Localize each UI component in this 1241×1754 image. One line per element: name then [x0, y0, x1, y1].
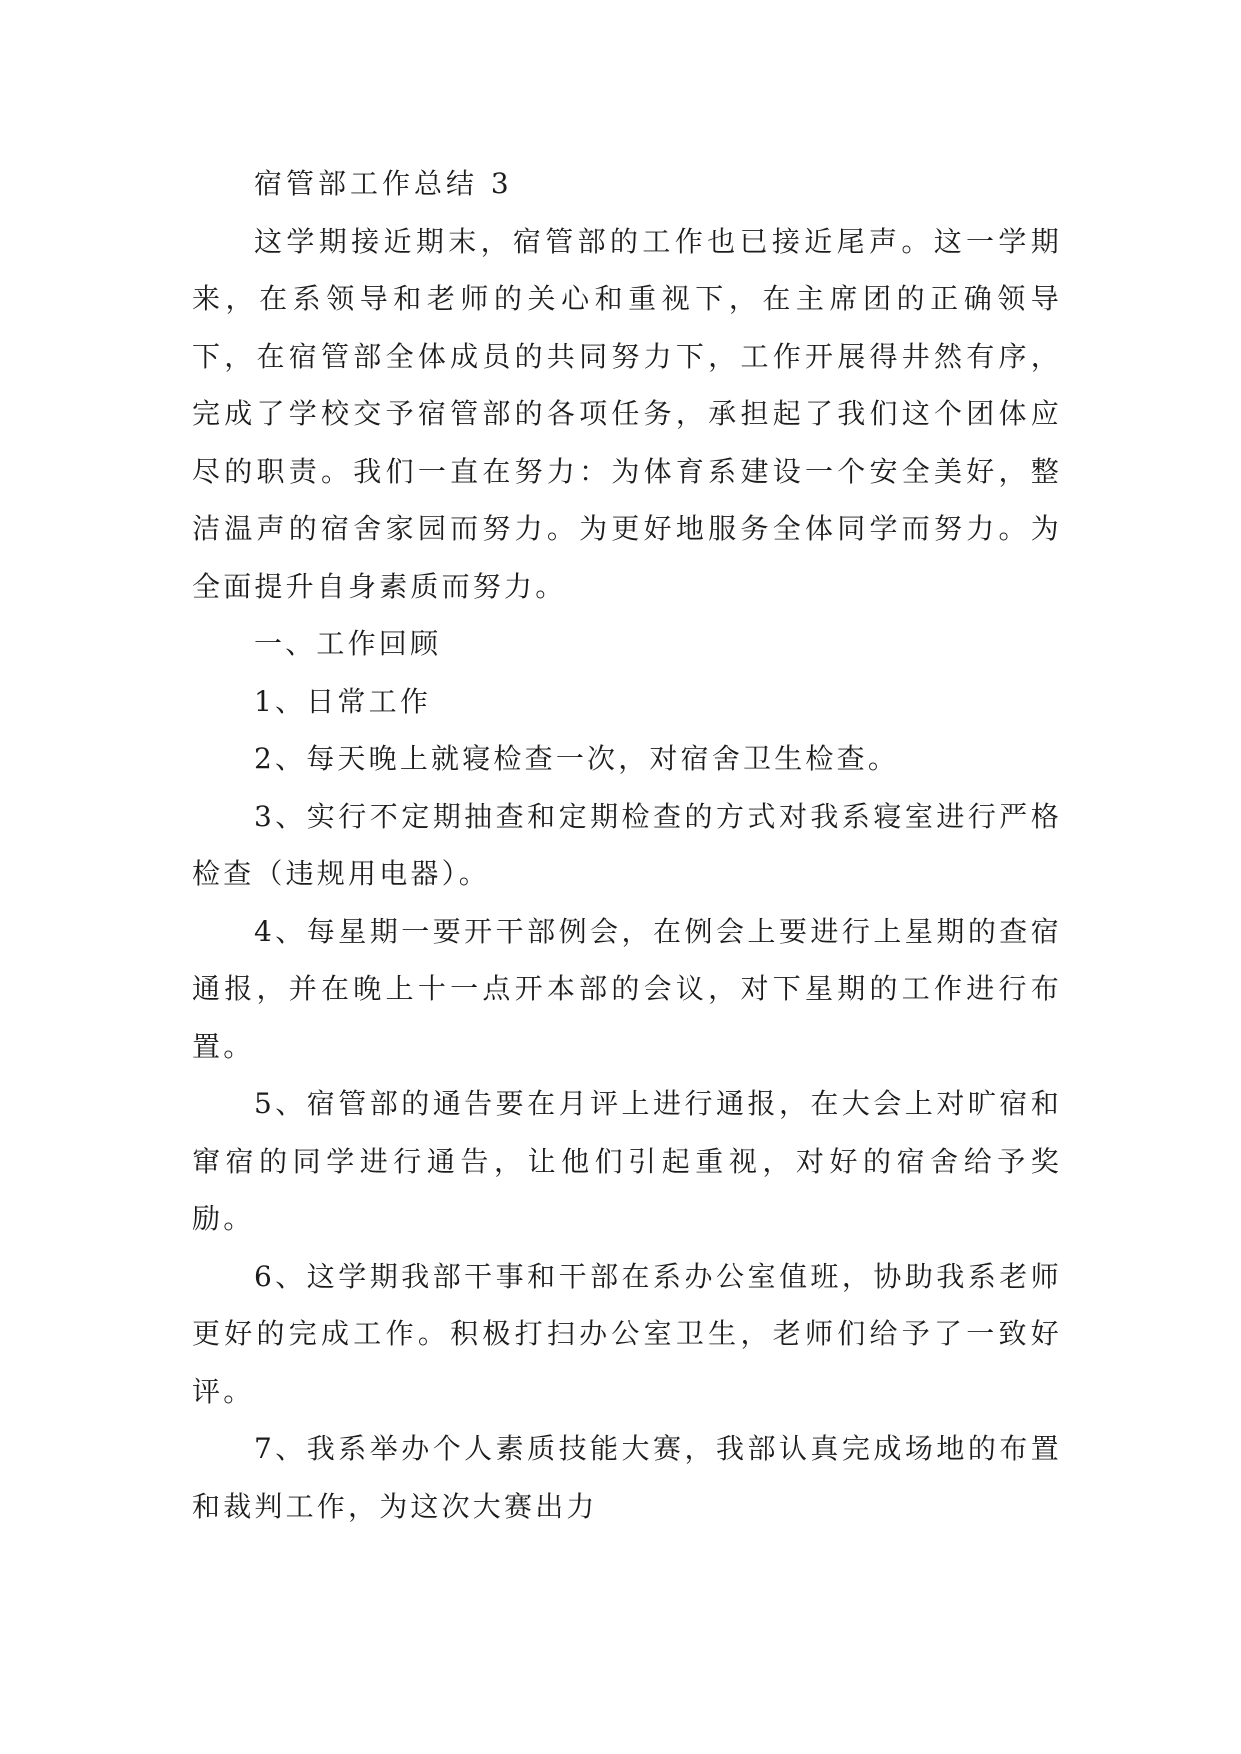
document-title: 宿管部工作总结 3: [254, 167, 513, 200]
list-item-5: 5、宿管部的通告要在月评上进行通报，在大会上对旷宿和窜宿的同学进行通告，让他们引起重视，对好的宿舍给予奖励。: [192, 1087, 1062, 1235]
list-item-4: 4、每星期一要开干部例会，在例会上要进行上星期的查宿通报，并在晚上十一点开本部的会议，对下星期的工作进行布置。: [192, 914, 1062, 1063]
section-heading-review: 一、工作回顾: [254, 627, 442, 660]
list-item-6: 6、这学期我部干事和干部在系办公室值班，协助我系老师更好的完成工作。积极打扫办公室卫生，老师们给予了一致好评。: [192, 1259, 1062, 1408]
document-body: [192, 155, 1062, 1535]
list-item-3: 3、实行不定期抽查和定期检查的方式对我系寝室进行严格检查（违规用电器）。: [192, 799, 1062, 890]
list-item-7: 7、我系举办个人素质技能大赛，我部认真完成场地的布置和裁判工作，为这次大赛出力: [192, 1432, 1062, 1523]
list-item-2: 2、每天晚上就寝检查一次，对宿舍卫生检查。: [254, 742, 900, 775]
paragraph-intro: 这学期接近期末，宿管部的工作也已接近尾声。这一学期来，在系领导和老师的关心和重视下，在主席团的正确领导下，在宿管部全体成员的共同努力下，工作开展得井然有序，完成了学校交予宿管部的各项任务，承担起了我们这个团体应尽的职责。我们一直在努力：为体育系建设一个安全美好，整洁温声的宿舍家园而努力。为更好地服务全体同学而努力。为全面提升自身素质而努力。: [192, 224, 1062, 603]
list-item-1: 1、日常工作: [254, 684, 432, 718]
